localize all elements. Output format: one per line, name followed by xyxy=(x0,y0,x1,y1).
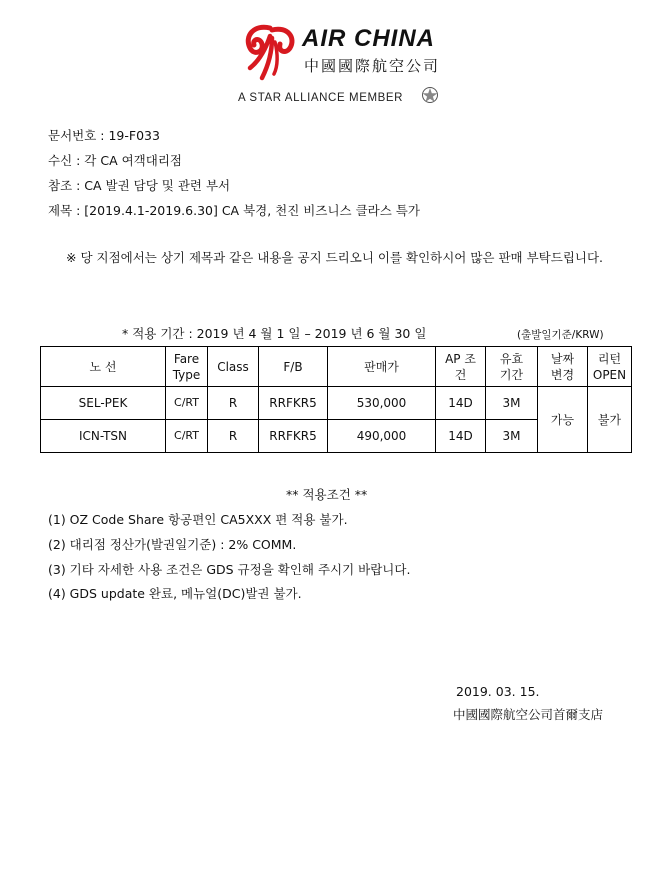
notice-text xyxy=(66,245,626,270)
condition-item: (4) GDS update 완료, 메뉴얼(DC)발권 불가. xyxy=(48,586,302,601)
fb-cell: RRFKR5 xyxy=(259,420,328,453)
header-ap: AP 조건 xyxy=(436,347,486,387)
header-class: Class xyxy=(208,347,259,387)
branch-name: 中國國際航空公司首爾支店 xyxy=(453,707,604,722)
issue-date: 2019. 03. 15. xyxy=(456,684,540,699)
alliance-text: A STAR ALLIANCE MEMBER xyxy=(238,92,404,104)
reference-line: 참조 : CA 발권 담당 및 관련 부서 xyxy=(48,178,231,193)
header-validity: 유효 기간 xyxy=(486,347,538,387)
table-row xyxy=(41,387,632,420)
header-route: 노 선 xyxy=(41,347,166,387)
subject-line: 제목 : [2019.4.1-2019.6.30] CA 북경, 천진 비즈니스 클라스 특가 xyxy=(48,203,420,218)
star-alliance-icon xyxy=(418,86,442,104)
header-return: 리턴 OPEN xyxy=(588,347,632,387)
header-fare-type: Fare Type xyxy=(166,347,208,387)
condition-item: (2) 대리점 정산가(발권일기준) : 2% COMM. xyxy=(48,537,297,552)
document-number: 문서번호 : 19-F033 xyxy=(48,128,160,143)
unit-note: (출발일기준/KRW) xyxy=(517,329,604,341)
conditions-title: ** 적용조건 ** xyxy=(286,487,368,502)
validity-cell: 3M xyxy=(486,420,538,453)
condition-item: (3) 기타 자세한 사용 조건은 GDS 규정을 확인해 주시기 바랍니다. xyxy=(48,562,411,577)
header-date-change: 날짜 변경 xyxy=(538,347,588,387)
date-change-cell: 가능 xyxy=(538,387,588,453)
route-cell: SEL-PEK xyxy=(41,387,166,420)
brand-name-en: AIR CHINA xyxy=(302,25,435,52)
fare-type-cell: C/RT xyxy=(166,420,208,453)
class-cell: R xyxy=(208,387,259,420)
route-cell: ICN-TSN xyxy=(41,420,166,453)
price-cell: 530,000 xyxy=(328,387,436,420)
ap-cell: 14D xyxy=(436,387,486,420)
condition-item: (1) OZ Code Share 항공편인 CA5XXX 편 적용 불가. xyxy=(48,512,348,527)
table-header-row xyxy=(41,347,632,387)
phoenix-logo-icon xyxy=(242,22,298,82)
validity-cell: 3M xyxy=(486,387,538,420)
fare-type-cell: C/RT xyxy=(166,387,208,420)
brand-name-cn: 中國國際航空公司 xyxy=(304,57,441,75)
fare-table xyxy=(40,346,632,453)
recipient-line: 수신 : 각 CA 여객대리점 xyxy=(48,153,182,168)
application-period: * 적용 기간 : 2019 년 4 월 1 일 – 2019 년 6 월 30 일 xyxy=(122,326,427,341)
class-cell: R xyxy=(208,420,259,453)
header-fb: F/B xyxy=(259,347,328,387)
air-china-logo xyxy=(238,22,448,114)
price-cell: 490,000 xyxy=(328,420,436,453)
fb-cell: RRFKR5 xyxy=(259,387,328,420)
notice-body: ※ 당 지점에서는 상기 제목과 같은 내용을 공지 드리오니 이를 확인하시어 많은 판매 부탁드립니다. xyxy=(66,250,604,265)
return-cell: 불가 xyxy=(588,387,632,453)
ap-cell: 14D xyxy=(436,420,486,453)
header-price: 판매가 xyxy=(328,347,436,387)
